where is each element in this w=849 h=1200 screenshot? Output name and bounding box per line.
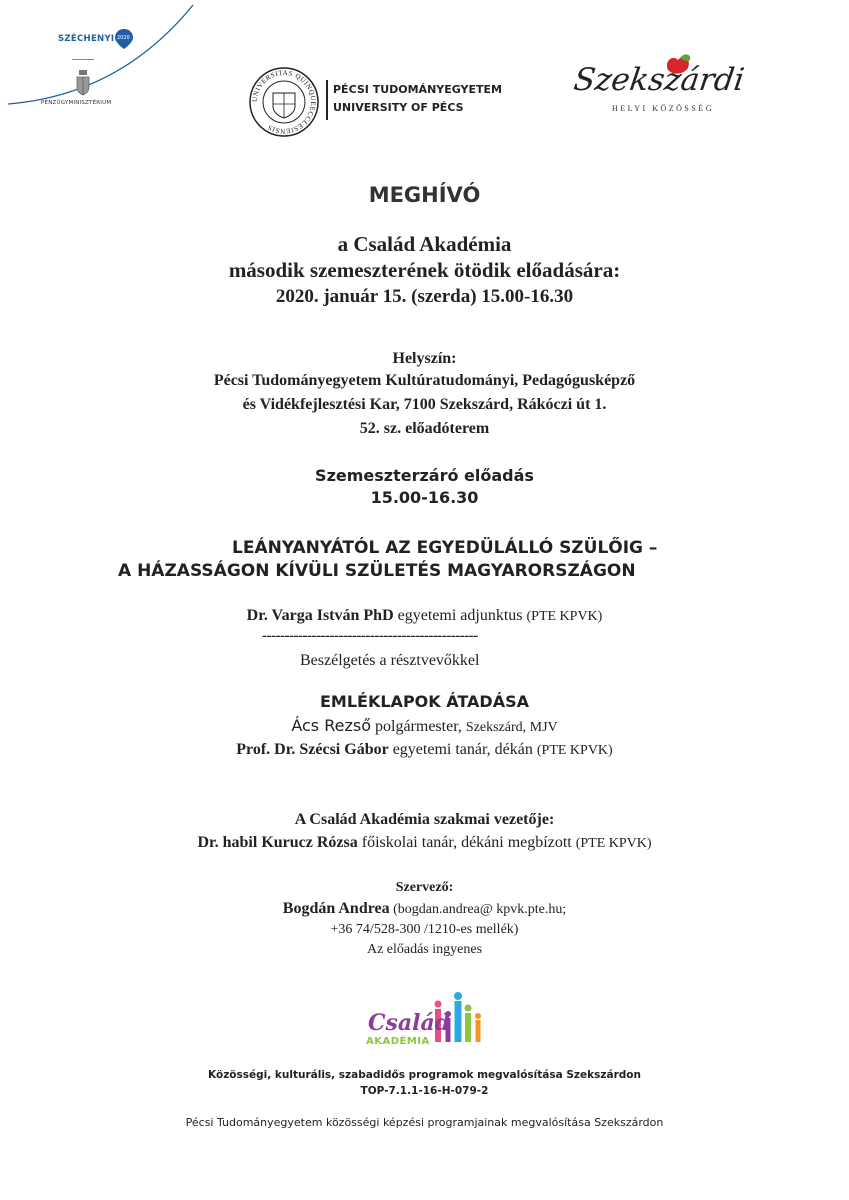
discussion: Beszélgetés a résztvevőkkel: [300, 652, 480, 669]
footer-line-3: Pécsi Tudományegyetem közösségi képzési programjainak megvalósítása Szekszárdon: [185, 1116, 664, 1129]
certificate-person-1: [0, 716, 849, 736]
leader-role: főiskolai tanár, dékáni megbízott: [357, 834, 576, 851]
intro-date: 2020. január 15. (szerda) 15.00-16.30: [275, 286, 574, 307]
szechenyi-logo-text: SZÉCHENYI: [58, 34, 115, 44]
separator-line: ------------------------------------------------: [262, 628, 478, 644]
venue-line-2: és Vidékfejlesztési Kar, 7100 Szekszárd, Rákóczi út 1.: [242, 396, 607, 413]
organizer-contact-1: (bogdan.andrea@ kpvk.pte.hu;: [389, 902, 567, 917]
speaker-role: egyetemi adjunktus: [393, 607, 527, 624]
leader-org: (PTE KPVK): [575, 836, 652, 851]
person-2-org: (PTE KPVK): [536, 743, 613, 758]
person-1-role: polgármester,: [371, 718, 466, 735]
footer-project-code: TOP-7.1.1-16-H-079-2: [360, 1085, 489, 1097]
lecture-title-1: LEÁNYANYÁTÓL AZ EGYEDÜLÁLLÓ SZÜLŐIG –: [232, 538, 658, 558]
intro-line-1: a Család Akadémia: [337, 232, 512, 256]
organizer-name: Bogdán Andrea: [282, 900, 390, 917]
lecture-title-2: A HÁZASSÁGON KÍVÜLI SZÜLETÉS MAGYARORSZÁGON: [118, 561, 636, 581]
footer-line-1: Közösségi, kulturális, szabadidős programok megvalósítása Szekszárdon: [208, 1069, 641, 1081]
organizer-line: [0, 900, 849, 918]
seal-text: UNIVERSITAS QUINQUEECCLESIENSIS: [250, 68, 318, 136]
university-name-hu: PÉCSI TUDOMÁNYEGYETEM: [333, 83, 502, 96]
certificates-title: EMLÉKLAPOK ÁTADÁSA: [319, 692, 529, 711]
szechenyi-pin-icon: [114, 28, 134, 48]
university-logo-divider: [326, 80, 328, 120]
szechenyi-year: 2020: [117, 35, 130, 41]
ministry-name: PÉNZÜGYMINISZTÉRIUM: [41, 100, 112, 106]
venue-line-3: 52. sz. előadóterem: [359, 420, 490, 437]
venue-line-1: Pécsi Tudományegyetem Kultúratudományi, Pedagógusképző: [213, 372, 636, 389]
person-2-role: egyetemi tanár, dékán: [388, 741, 537, 758]
invitation-title: MEGHÍVÓ: [368, 183, 481, 207]
speaker-line: [0, 607, 849, 625]
intro-line-2: második szemeszterének ötödik előadására:: [228, 258, 621, 282]
speaker-name: Dr. Varga István PhD: [246, 607, 394, 624]
leader-line: [0, 834, 849, 852]
akademia-logo-text: AKADÉMIA: [366, 1036, 430, 1047]
logo-divider: [72, 59, 94, 60]
person-1-org: Szekszárd, MJV: [465, 720, 558, 735]
szekszardi-logo-text: Szekszárdi: [571, 62, 747, 98]
person-1-name: Ács Rezső: [291, 716, 371, 735]
speaker-org: (PTE KPVK): [526, 609, 603, 624]
csalad-logo-text: Család: [368, 1010, 451, 1036]
certificate-person-2: [0, 741, 849, 759]
leader-name: Dr. habil Kurucz Rózsa: [197, 834, 358, 851]
organizer-contact-2: +36 74/528-300 /1210-es mellék): [330, 922, 519, 937]
person-2-name: Prof. Dr. Szécsi Gábor: [236, 741, 389, 758]
venue-label: Helyszín:: [392, 350, 457, 367]
szekszardi-logo-sub: HELYI KÖZÖSSÉG: [612, 104, 714, 113]
session-time: 15.00-16.30: [370, 488, 479, 507]
leader-label: A Család Akadémia szakmai vezetője:: [294, 811, 555, 828]
session-label: Szemeszterzáró előadás: [315, 466, 534, 485]
organizer-label: Szervező:: [395, 880, 454, 895]
university-name-en: UNIVERSITY OF PÉCS: [333, 101, 464, 114]
hungary-coat-of-arms-icon: [76, 70, 90, 96]
free-admission: Az előadás ingyenes: [366, 942, 483, 957]
university-seal-icon: [248, 66, 320, 138]
